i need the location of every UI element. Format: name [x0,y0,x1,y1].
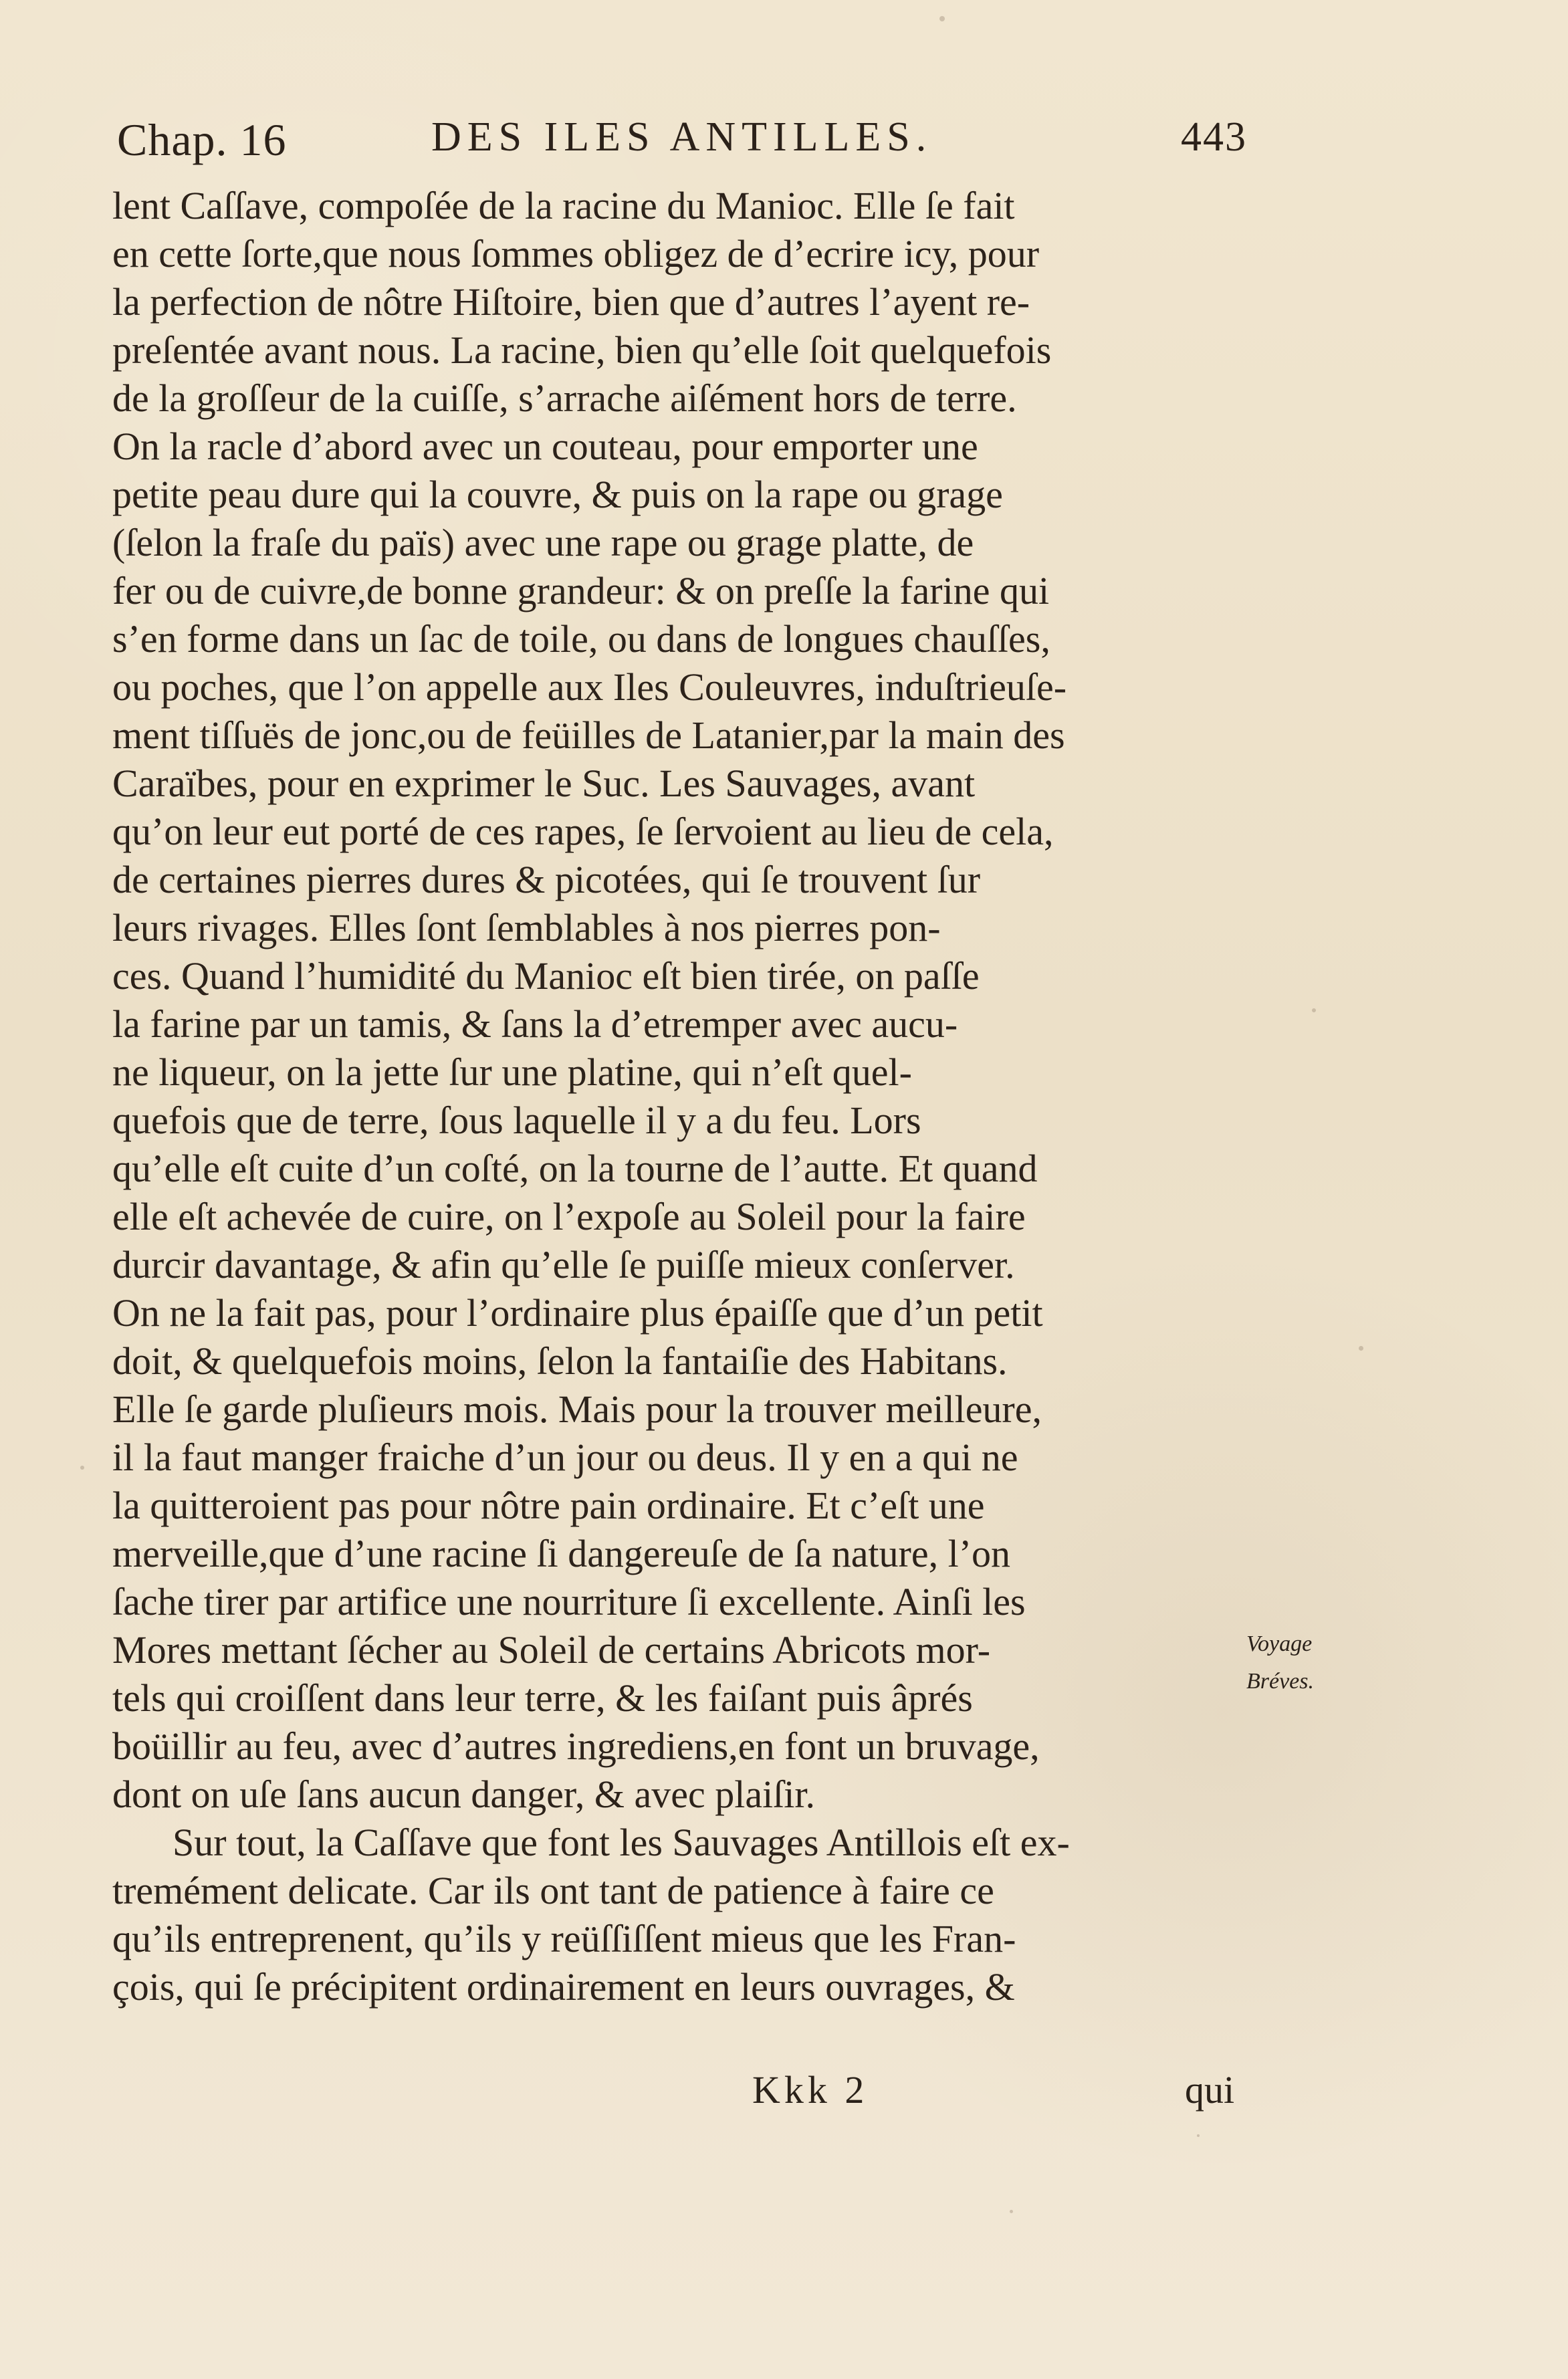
text-line: la farine par un tamis, & ſans la d’etremper avec aucu- [112,1002,958,1046]
text-line: ne liqueur, on la jette ſur une platine, qui n’eſt quel- [112,1050,912,1094]
text-line: de la groſſeur de la cuiſſe, s’arrache aiſément hors de terre. [112,376,1017,420]
text-line: ou poches, que l’on appelle aux Iles Couleuvres, induſtrieuſe- [112,665,1067,709]
text-line: qu’elle eſt cuite d’un coſté, on la tourne de l’autte. Et quand [112,1147,1038,1190]
paper-speck [1197,2134,1200,2137]
text-line: quefois que de terre, ſous laquelle il y a du feu. Lors [112,1099,921,1142]
text-line: leurs rivages. Elles ſont ſemblables à nos pierres pon- [112,906,941,949]
text-line: preſentée avant nous. La racine, bien qu’elle ſoit quelquefois [112,328,1052,372]
text-line: de certaines pierres dures & picotées, qui ſe trouvent ſur [112,858,981,901]
margin-note-breves: Bréves. [1246,1669,1315,1694]
paper-speck [1312,1008,1316,1012]
chapter-label: Chap. 16 [117,114,287,165]
paper-speck [1010,2210,1013,2213]
text-line: Caraïbes, pour en exprimer le Suc. Les Sauvages, avant [112,762,976,805]
paper-speck [80,1466,84,1470]
text-line: qu’on leur eut porté de ces rapes, ſe ſervoient au lieu de cela, [112,810,1054,853]
text-line: tels qui croiſſent dans leur terre, & les faiſant puis âprés [112,1676,973,1720]
text-line: en cette ſorte,que nous ſommes obligez de d’ecrire icy, pour [112,232,1040,275]
text-line: doit, & quelquefois moins, ſelon la fantaiſie des Habitans. [112,1339,1008,1383]
page-number: 443 [1181,114,1247,160]
text-line: la perfection de nôtre Hiſtoire, bien que d’autres l’ayent re- [112,280,1030,324]
text-line: s’en forme dans un ſac de toile, ou dans de longues chauſſes, [112,617,1050,661]
text-line: fer ou de cuivre,de bonne grandeur: & on preſſe la farine qui [112,569,1050,612]
text-line: çois, qui ſe précipitent ordinairement en leurs ouvrages, & [112,1965,1015,2009]
text-line: lent Caſſave, compoſée de la racine du Manioc. Elle ſe fait [112,184,1015,227]
margin-note-voyage: Voyage [1246,1631,1313,1656]
page-header [117,114,1247,166]
text-line: tremément delicate. Car ils ont tant de patience à faire ce [112,1869,994,1912]
catchword: qui [1185,2068,1235,2112]
text-line: qu’ils entreprenent, qu’ils y reüſſiſſent mieus que les Fran- [112,1917,1016,1960]
text-line: On ne la fait pas, pour l’ordinaire plus épaiſſe que d’un petit [112,1291,1043,1335]
text-line: boüillir au feu, avec d’autres ingrediens,en font un bruvage, [112,1724,1040,1768]
paper-speck [939,16,945,21]
signature-mark: Kkk 2 [752,2068,869,2112]
text-line: Mores mettant ſécher au Soleil de certains Abricots mor- [112,1628,991,1672]
text-line: ment tiſſuës de jonc,ou de feüilles de Latanier,par la main des [112,713,1065,757]
text-line: durcir davantage, & afin qu’elle ſe puiſſe mieux conſerver. [112,1243,1015,1286]
running-title: DES ILES ANTILLES. [431,114,933,160]
text-line: Sur tout, la Caſſave que font les Sauvages Antillois eſt ex- [173,1821,1070,1864]
text-line: ces. Quand l’humidité du Manioc eſt bien tirée, on paſſe [112,954,980,998]
text-line: merveille,que d’une racine ſi dangereuſe de ſa nature, l’on [112,1532,1011,1575]
text-line: petite peau dure qui la couvre, & puis on la rape ou grage [112,473,1003,516]
text-line: elle eſt achevée de cuire, on l’expoſe au Soleil pour la faire [112,1195,1026,1238]
text-line: ſache tirer par artifice une nourriture ſi excellente. Ainſi les [112,1580,1026,1623]
paper-speck [1359,1346,1363,1351]
text-line: la quitteroient pas pour nôtre pain ordinaire. Et c’eſt une [112,1484,985,1527]
text-line: (ſelon la fraſe du païs) avec une rape ou grage platte, de [112,521,974,564]
text-line: il la faut manger fraiche d’un jour ou deus. Il y en a qui ne [112,1436,1018,1479]
text-line: On la racle d’abord avec un couteau, pour emporter une [112,425,978,468]
text-line: dont on uſe ſans aucun danger, & avec plaiſir. [112,1773,816,1816]
text-line: Elle ſe garde pluſieurs mois. Mais pour la trouver meilleure, [112,1387,1042,1431]
